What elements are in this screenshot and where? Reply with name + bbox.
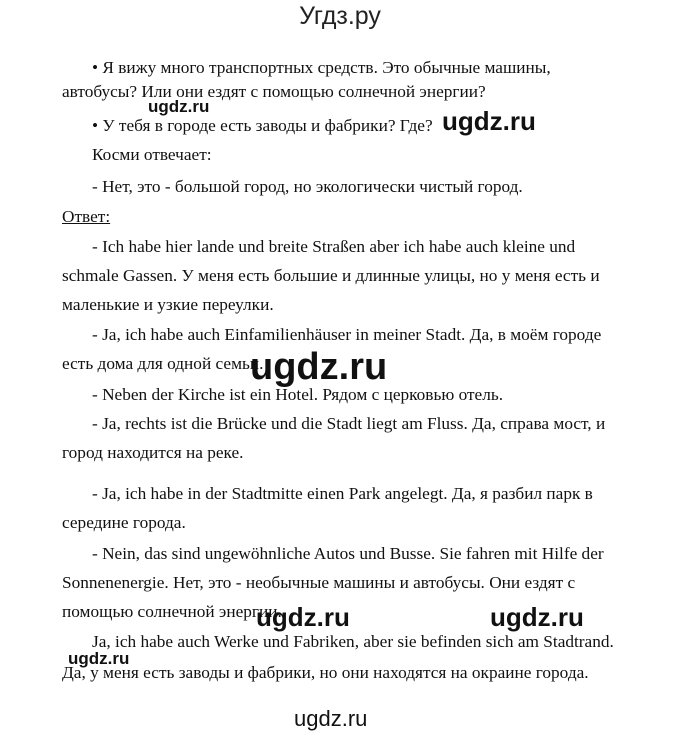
answer-line-8: город находится на реке.	[62, 443, 244, 462]
answer-line-5: есть дома для одной семьи.	[62, 354, 264, 373]
watermark: ugdz.ru	[490, 602, 584, 632]
answer-line-6: - Neben der Kirche ist ein Hotel. Рядом с церковью отель.	[92, 385, 504, 404]
watermark: ugdz.ru	[250, 346, 388, 388]
answer-line-1: - Ich habe hier lande und breite Straßen aber ich habe auch kleine und	[92, 237, 576, 256]
page-title: Угдз.ру	[299, 2, 381, 30]
watermark: ugdz.ru	[68, 649, 130, 668]
answer-line-12: Sonnenenergie. Нет, это - необычные машины и автобусы. Они ездят с	[62, 573, 576, 592]
answer-line-4: - Ja, ich habe auch Einfamilienhäuser in meiner Stadt. Да, в моём городе	[92, 325, 602, 344]
answer-line-15: Да, у меня есть заводы и фабрики, но они находятся на окраине города.	[62, 663, 589, 682]
answer-line-3: маленькие и узкие переулки.	[62, 295, 274, 314]
answer-line-7: - Ja, rechts ist die Brücke und die Stadt liegt am Fluss. Да, справа мост, и	[92, 414, 606, 433]
question-line-2: автобусы? Или они ездят с помощью солнечной энергии?	[62, 82, 486, 101]
question-line-4: Косми отвечает:	[92, 145, 212, 164]
watermark: ugdz.ru	[256, 602, 350, 632]
question-line-1: • Я вижу много транспортных средств. Это обычные машины,	[92, 58, 551, 77]
answer-label: Ответ:	[62, 207, 111, 226]
watermark: ugdz.ru	[442, 106, 536, 136]
answer-line-14: Ja, ich habe auch Werke und Fabriken, aber sie befinden sich am Stadtrand.	[92, 632, 614, 651]
answer-line-11: - Nein, das sind ungewöhnliche Autos und Busse. Sie fahren mit Hilfe der	[92, 544, 604, 563]
answer-line-13: помощью солнечной энергии.	[62, 602, 282, 621]
question-line-3: • У тебя в городе есть заводы и фабрики? Где?	[92, 116, 433, 135]
answer-line-10: середине города.	[62, 513, 186, 532]
answer-line-2: schmale Gassen. У меня есть большие и длинные улицы, но у меня есть и	[62, 266, 600, 285]
question-line-5: - Нет, это - большой город, но экологически чистый город.	[92, 177, 523, 196]
watermark: ugdz.ru	[294, 706, 368, 731]
watermark: ugdz.ru	[148, 97, 210, 116]
answer-line-9: - Ja, ich habe in der Stadtmitte einen Park angelegt. Да, я разбил парк в	[92, 484, 593, 503]
